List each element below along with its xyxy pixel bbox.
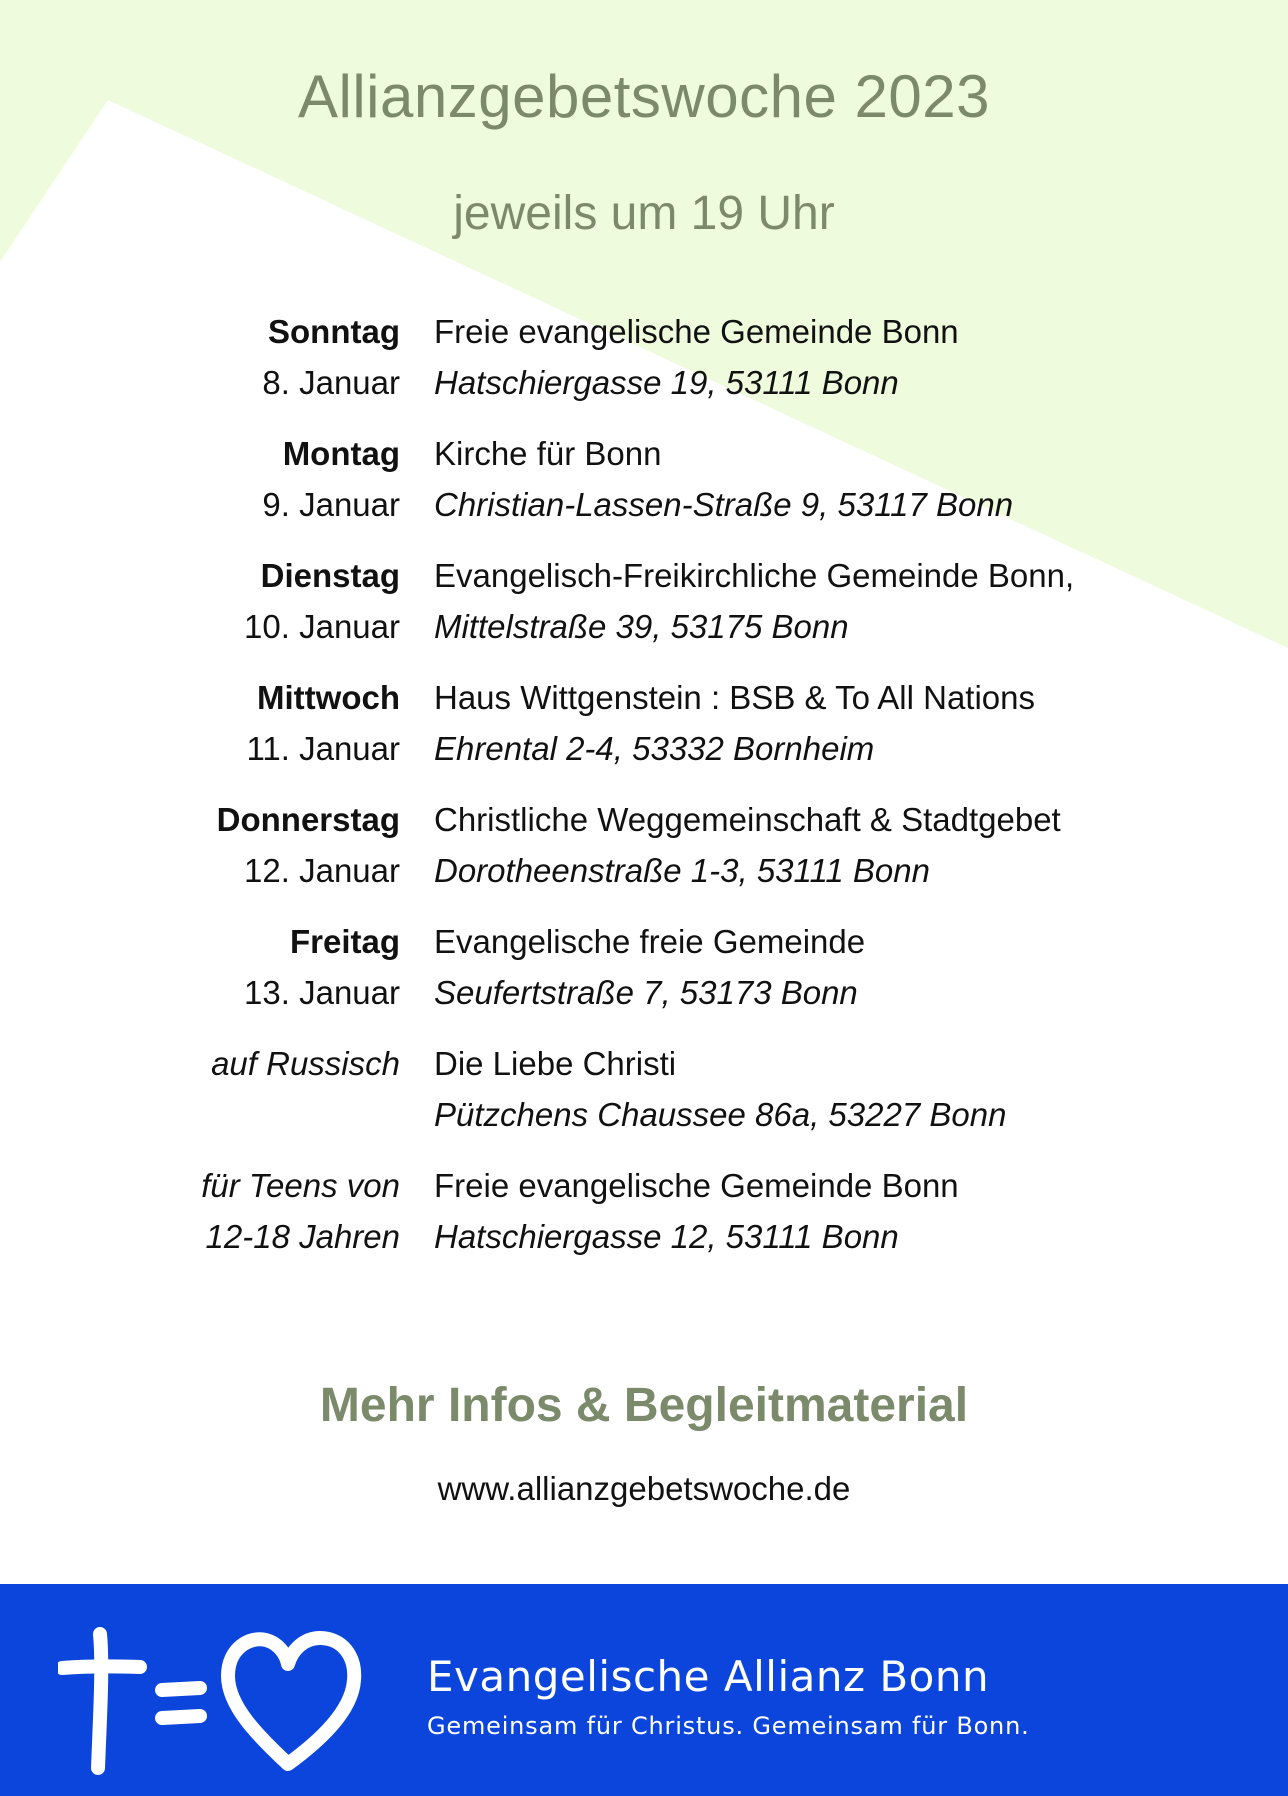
venue-address: Seufertstraße 7, 53173 Bonn [434, 974, 858, 1011]
website-link[interactable]: www.allianzgebetswoche.de [437, 1470, 851, 1507]
schedule-entry [0, 1038, 1288, 1160]
venue-name: Christliche Weggemeinschaft & Stadtgebet [434, 801, 1061, 838]
date-label: 12-18 Jahren [205, 1218, 400, 1255]
day-label: Montag [282, 435, 400, 472]
date-label: 12. Januar [244, 852, 400, 889]
venue-name: Die Liebe Christi [434, 1045, 677, 1082]
date-label: 13. Januar [244, 974, 400, 1011]
schedule-entry [0, 794, 1288, 916]
day-label: Donnerstag [216, 801, 400, 838]
schedule-entry [0, 550, 1288, 672]
day-label: auf Russisch [211, 1045, 400, 1082]
venue-address: Hatschiergasse 12, 53111 Bonn [434, 1218, 899, 1255]
day-label: für Teens von [201, 1167, 400, 1204]
venue-address: Hatschiergasse 19, 53111 Bonn [434, 364, 899, 401]
date-label: 11. Januar [246, 730, 400, 767]
page-subtitle: jeweils um 19 Uhr [453, 187, 835, 240]
day-label: Freitag [289, 923, 400, 960]
venue-name: Haus Wittgenstein : BSB & To All Nations [434, 679, 1036, 716]
organization-tagline: Gemeinsam für Christus. Gemeinsam für Bonn. [427, 1712, 1030, 1740]
venue-name: Kirche für Bonn [434, 435, 662, 472]
venue-address: Mittelstraße 39, 53175 Bonn [434, 608, 849, 645]
venue-name: Freie evangelische Gemeinde Bonn [434, 313, 959, 350]
venue-name: Evangelisch-Freikirchliche Gemeinde Bonn, [434, 557, 1075, 594]
footer-banner [0, 1584, 1288, 1796]
day-label: Mittwoch [257, 679, 400, 716]
schedule-list [0, 306, 1288, 1282]
day-label: Sonntag [268, 313, 400, 350]
venue-name: Evangelische freie Gemeinde [434, 923, 866, 960]
schedule-entry [0, 672, 1288, 794]
page-title: Allianzgebetswoche 2023 [298, 63, 990, 130]
organization-name: Evangelische Allianz Bonn [427, 1652, 990, 1701]
date-label: 9. Januar [262, 486, 400, 523]
venue-name: Freie evangelische Gemeinde Bonn [434, 1167, 959, 1204]
schedule-entry [0, 428, 1288, 550]
schedule-entry [0, 306, 1288, 428]
venue-address: Ehrental 2-4, 53332 Bornheim [434, 730, 875, 767]
venue-address: Pützchens Chaussee 86a, 53227 Bonn [434, 1096, 1007, 1133]
more-info-heading: Mehr Infos & Begleitmaterial [319, 1379, 969, 1432]
cross-equals-heart-icon [58, 1626, 368, 1776]
day-label: Dienstag [260, 557, 400, 594]
schedule-entry [0, 916, 1288, 1038]
venue-address: Christian-Lassen-Straße 9, 53117 Bonn [434, 486, 1014, 523]
date-label: 8. Januar [262, 364, 400, 401]
venue-address: Dorotheenstraße 1-3, 53111 Bonn [434, 852, 930, 889]
schedule-entry [0, 1160, 1288, 1282]
date-label: 10. Januar [244, 608, 400, 645]
